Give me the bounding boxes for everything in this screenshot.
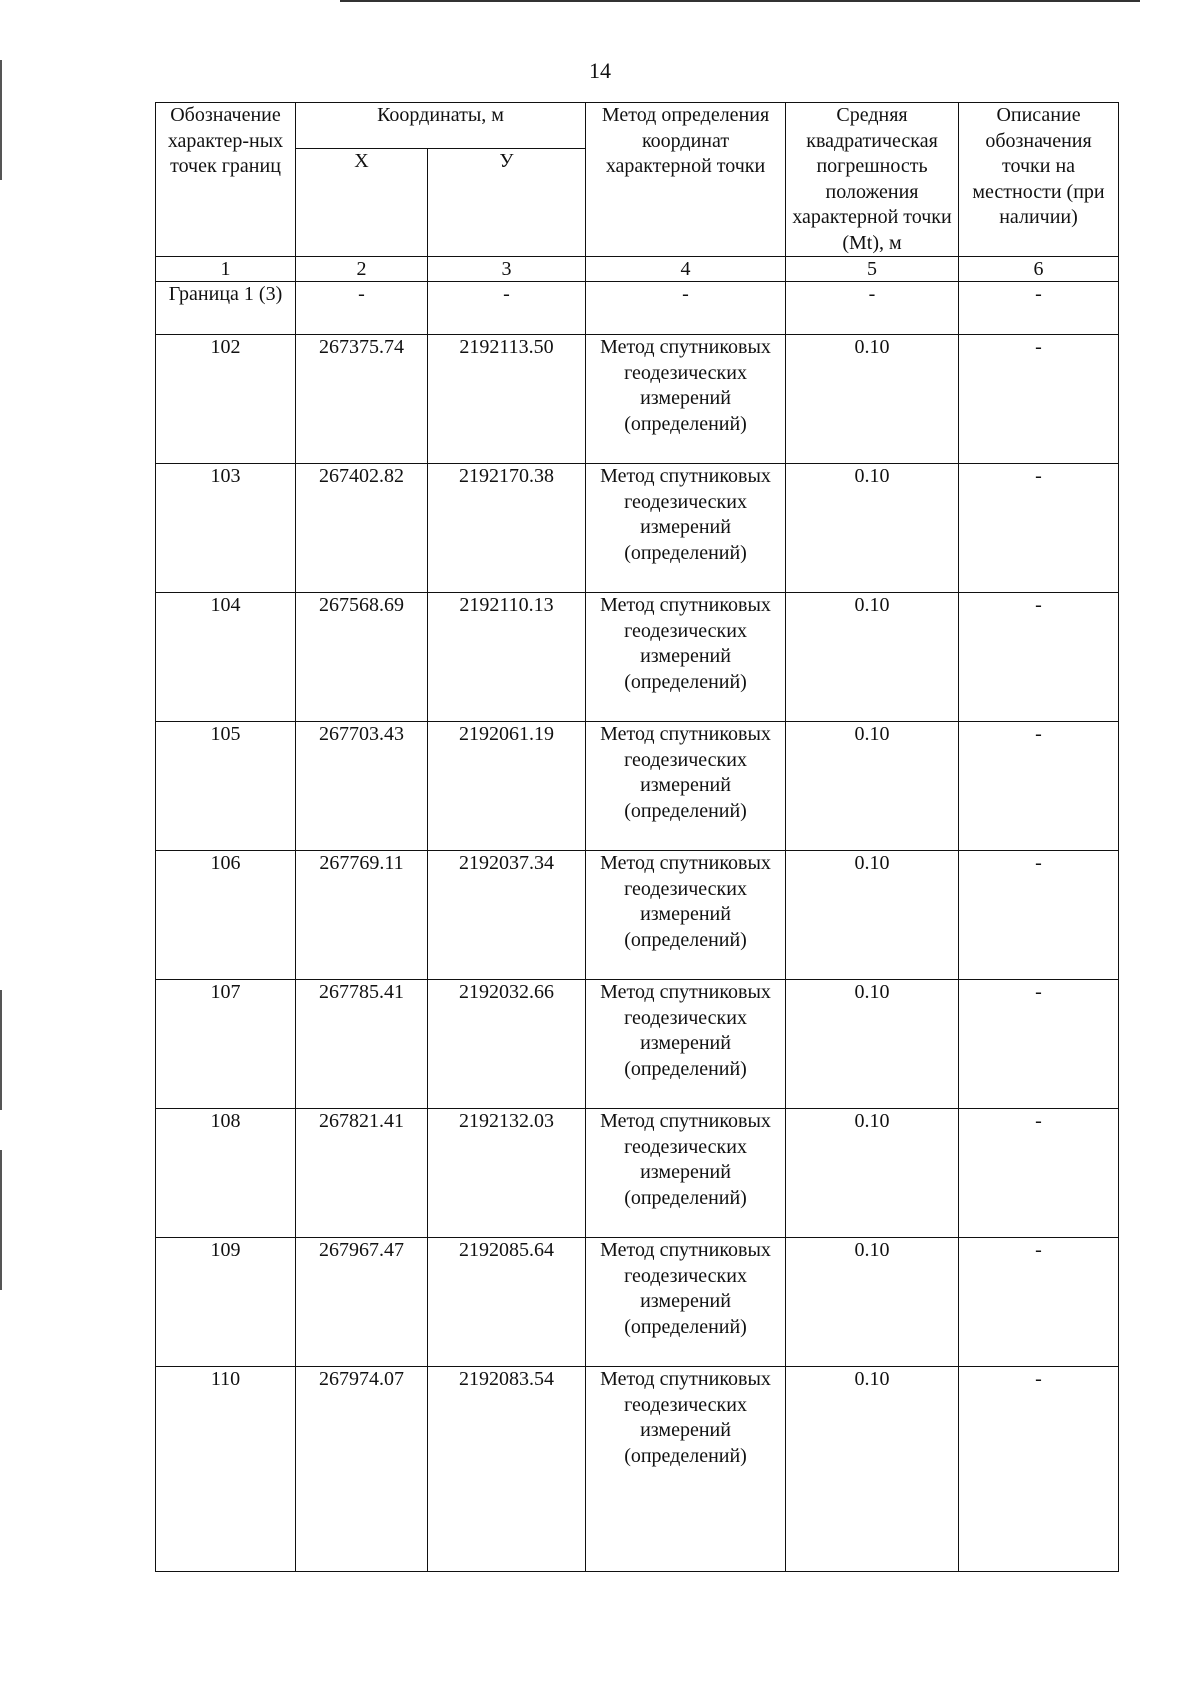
border-description: - bbox=[959, 282, 1119, 335]
scan-edge-mark bbox=[0, 1150, 2, 1290]
border-method: - bbox=[586, 282, 786, 335]
coord-x: 267769.11 bbox=[296, 851, 428, 980]
table-row bbox=[156, 980, 1119, 1109]
header-method: Метод определения координат характерной точки bbox=[586, 103, 786, 257]
border-group-row bbox=[156, 282, 1119, 335]
coord-y: 2192132.03 bbox=[428, 1109, 586, 1238]
coord-x: 267402.82 bbox=[296, 464, 428, 593]
description: - bbox=[959, 1367, 1119, 1572]
coord-y: 2192037.34 bbox=[428, 851, 586, 980]
error: 0.10 bbox=[786, 593, 959, 722]
point-id: 106 bbox=[156, 851, 296, 980]
header-error: Средняя квадратическая погрешность положения характерной точки (Mt), м bbox=[786, 103, 959, 257]
method: Метод спутниковых геодезических измерений (определений) bbox=[586, 593, 786, 722]
border-error: - bbox=[786, 282, 959, 335]
scan-border-line bbox=[340, 0, 1140, 2]
coord-y: 2192170.38 bbox=[428, 464, 586, 593]
coord-y: 2192085.64 bbox=[428, 1238, 586, 1367]
point-id: 108 bbox=[156, 1109, 296, 1238]
column-number: 4 bbox=[586, 257, 786, 282]
coord-x: 267967.47 bbox=[296, 1238, 428, 1367]
error: 0.10 bbox=[786, 464, 959, 593]
table-row bbox=[156, 335, 1119, 464]
table-row bbox=[156, 1109, 1119, 1238]
coord-y: 2192061.19 bbox=[428, 722, 586, 851]
description: - bbox=[959, 722, 1119, 851]
border-x: - bbox=[296, 282, 428, 335]
method: Метод спутниковых геодезических измерений (определений) bbox=[586, 1109, 786, 1238]
coordinates-table bbox=[155, 102, 1119, 1572]
table-row bbox=[156, 593, 1119, 722]
page-number: 14 bbox=[589, 58, 611, 83]
column-number: 5 bbox=[786, 257, 959, 282]
point-id: 103 bbox=[156, 464, 296, 593]
description: - bbox=[959, 1238, 1119, 1367]
coord-y: 2192110.13 bbox=[428, 593, 586, 722]
coord-y: 2192032.66 bbox=[428, 980, 586, 1109]
point-id: 107 bbox=[156, 980, 296, 1109]
header-y: У bbox=[428, 148, 586, 256]
coord-x: 267703.43 bbox=[296, 722, 428, 851]
description: - bbox=[959, 593, 1119, 722]
error: 0.10 bbox=[786, 1238, 959, 1367]
description: - bbox=[959, 464, 1119, 593]
method: Метод спутниковых геодезических измерений (определений) bbox=[586, 1238, 786, 1367]
header-designation: Обозначение характер-ных точек границ bbox=[156, 103, 296, 257]
column-number: 3 bbox=[428, 257, 586, 282]
column-number-row bbox=[156, 257, 1119, 282]
table-row bbox=[156, 1238, 1119, 1367]
error: 0.10 bbox=[786, 335, 959, 464]
point-id: 102 bbox=[156, 335, 296, 464]
header-x: Х bbox=[296, 148, 428, 256]
border-label: Граница 1 (3) bbox=[156, 282, 296, 335]
coord-y: 2192113.50 bbox=[428, 335, 586, 464]
coord-x: 267568.69 bbox=[296, 593, 428, 722]
error: 0.10 bbox=[786, 722, 959, 851]
description: - bbox=[959, 851, 1119, 980]
coord-x: 267375.74 bbox=[296, 335, 428, 464]
coord-x: 267821.41 bbox=[296, 1109, 428, 1238]
header-row bbox=[156, 103, 1119, 149]
point-id: 104 bbox=[156, 593, 296, 722]
column-number: 2 bbox=[296, 257, 428, 282]
error: 0.10 bbox=[786, 1367, 959, 1572]
method: Метод спутниковых геодезических измерений (определений) bbox=[586, 722, 786, 851]
method: Метод спутниковых геодезических измерений (определений) bbox=[586, 980, 786, 1109]
header-description: Описание обозначения точки на местности (при наличии) bbox=[959, 103, 1119, 257]
method: Метод спутниковых геодезических измерений (определений) bbox=[586, 464, 786, 593]
method: Метод спутниковых геодезических измерений (определений) bbox=[586, 335, 786, 464]
coord-x: 267974.07 bbox=[296, 1367, 428, 1572]
table-row bbox=[156, 1367, 1119, 1572]
description: - bbox=[959, 1109, 1119, 1238]
coord-y: 2192083.54 bbox=[428, 1367, 586, 1572]
description: - bbox=[959, 980, 1119, 1109]
method: Метод спутниковых геодезических измерений (определений) bbox=[586, 1367, 786, 1572]
point-id: 110 bbox=[156, 1367, 296, 1572]
column-number: 6 bbox=[959, 257, 1119, 282]
point-id: 109 bbox=[156, 1238, 296, 1367]
point-id: 105 bbox=[156, 722, 296, 851]
error: 0.10 bbox=[786, 1109, 959, 1238]
column-number: 1 bbox=[156, 257, 296, 282]
table-row bbox=[156, 722, 1119, 851]
scan-edge-mark bbox=[0, 990, 2, 1110]
table-row bbox=[156, 464, 1119, 593]
border-y: - bbox=[428, 282, 586, 335]
header-coordinates: Координаты, м bbox=[296, 103, 586, 149]
error: 0.10 bbox=[786, 980, 959, 1109]
coord-x: 267785.41 bbox=[296, 980, 428, 1109]
method: Метод спутниковых геодезических измерений (определений) bbox=[586, 851, 786, 980]
error: 0.10 bbox=[786, 851, 959, 980]
description: - bbox=[959, 335, 1119, 464]
table-row bbox=[156, 851, 1119, 980]
